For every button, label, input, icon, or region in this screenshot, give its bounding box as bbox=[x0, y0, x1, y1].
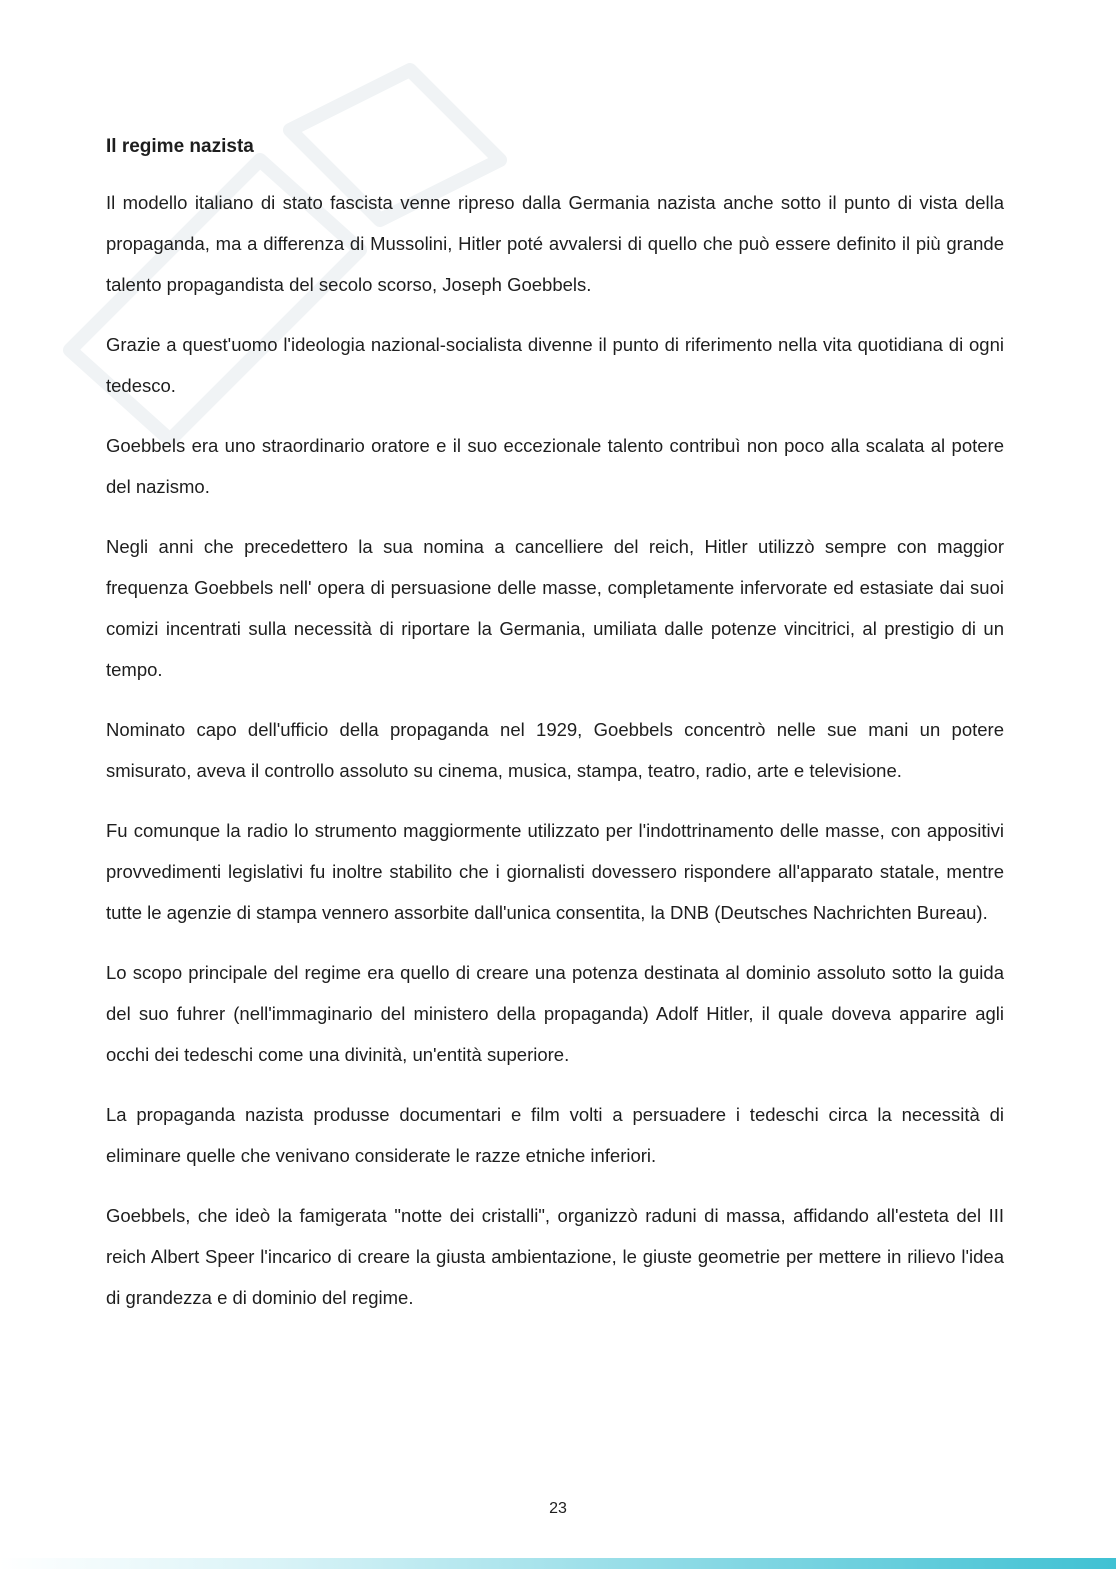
paragraph-8: La propaganda nazista produsse documentari e film volti a persuadere i tedeschi circa la necessità di eliminare quelle che venivano considerate le razze etniche inferiori. bbox=[106, 1104, 1004, 1166]
paragraph-9: Goebbels, che ideò la famigerata "notte dei cristalli", organizzò raduni di massa, affidando all'esteta del III reich Albert Speer l'incarico di creare la giusta ambientazione, le giuste geometrie per mettere in rilievo l'idea di grandezza e di dominio del regime. bbox=[106, 1205, 1004, 1308]
paragraph-5: Nominato capo dell'ufficio della propaganda nel 1929, Goebbels concentrò nelle sue mani un potere smisurato, aveva il controllo assoluto su cinema, musica, stampa, teatro, radio, arte e televisione. bbox=[106, 719, 1004, 781]
page-number: 23 bbox=[549, 1500, 567, 1517]
paragraph-3: Goebbels era uno straordinario oratore e il suo eccezionale talento contribuì non poco alla scalata al potere del nazismo. bbox=[106, 435, 1004, 497]
document-body bbox=[106, 130, 1004, 1337]
paragraph-1: Il modello italiano di stato fascista venne ripreso dalla Germania nazista anche sotto il punto di vista della propaganda, ma a differenza di Mussolini, Hitler poté avvalersi di quello che può essere definito il più grande talento propagandista del secolo scorso, Joseph Goebbels. bbox=[106, 192, 1004, 295]
paragraph-4: Negli anni che precedettero la sua nomina a cancelliere del reich, Hitler utilizzò sempre con maggior frequenza Goebbels nell' opera di persuasione delle masse, completamente infervorate ed estasiate dai suoi comizi incentrati sulla necessità di riportare la Germania, umiliata dalle potenze vincitrici, al prestigio di un tempo. bbox=[106, 536, 1004, 680]
section-heading: Il regime nazista bbox=[106, 136, 254, 157]
paragraph-6: Fu comunque la radio lo strumento maggiormente utilizzato per l'indottrinamento delle masse, con appositivi provvedimenti legislativi fu inoltre stabilito che i giornalisti dovessero rispondere all'apparato statale, mentre tutte le agenzie di stampa vennero assorbite dall'unica consentita, la DNB (Deutsches Nachrichten Bureau). bbox=[106, 820, 1004, 923]
paragraph-2: Grazie a quest'uomo l'ideologia nazional-socialista divenne il punto di riferimento nella vita quotidiana di ogni tedesco. bbox=[106, 334, 1004, 396]
paragraph-7: Lo scopo principale del regime era quello di creare una potenza destinata al dominio assoluto sotto la guida del suo fuhrer (nell'immaginario del ministero della propaganda) Adolf Hitler, il quale doveva apparire agli occhi dei tedeschi come una divinità, un'entità superiore. bbox=[106, 962, 1004, 1065]
footer-accent-bar bbox=[0, 1558, 1116, 1569]
